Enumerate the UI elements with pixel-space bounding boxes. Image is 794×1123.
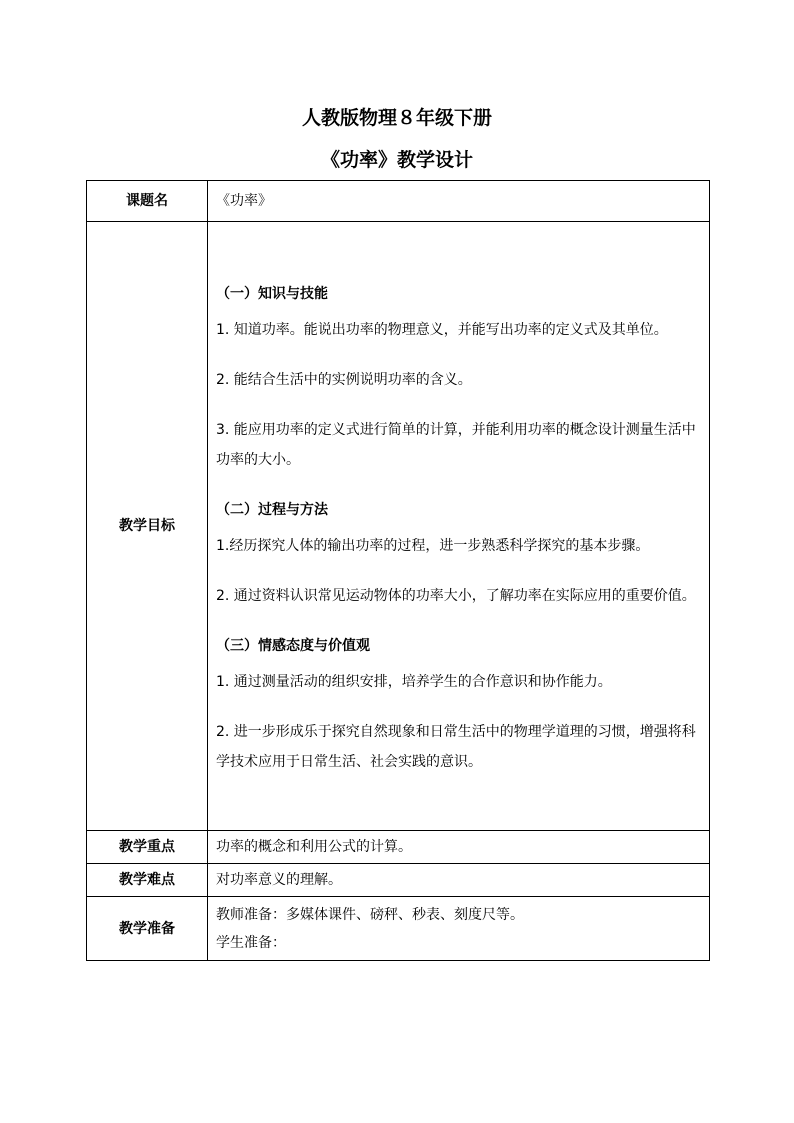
objectives-content — [208, 222, 710, 831]
key-points-value: 功率的概念和利用公式的计算。 — [208, 831, 710, 864]
difficulties-value: 对功率意义的理解。 — [208, 864, 710, 897]
table-row-objectives — [87, 222, 710, 831]
objectives-section-heading: （一）知识与技能 — [216, 286, 328, 302]
table-row-difficulties — [87, 864, 710, 897]
student-preparation: 学生准备： — [216, 934, 286, 951]
teacher-preparation: 教师准备：多媒体课件、磅秤、秒表、刻度尺等。 — [216, 906, 524, 923]
document-title: 人教版物理８年级下册 — [301, 107, 492, 129]
objective-item: 1. 通过测量活动的组织安排，培养学生的合作意识和协作能力。 — [216, 674, 612, 690]
preparation-label: 教学准备 — [87, 897, 208, 961]
preparation-content — [208, 897, 710, 961]
objective-item: 3. 能应用功率的定义式进行简单的计算，并能利用功率的概念设计测量生活中功率的大小。 — [216, 422, 696, 468]
key-points-label: 教学重点 — [87, 831, 208, 864]
objective-item: 2. 进一步形成乐于探究自然现象和日常生活中的物理学道理的习惯，增强将科学技术应用于日常生活、社会实践的意识。 — [216, 724, 696, 770]
objective-item: 2. 通过资料认识常见运动物体的功率大小，了解功率在实际应用的重要价值。 — [216, 588, 696, 604]
lesson-plan-table — [86, 180, 710, 961]
topic-label: 课题名 — [87, 181, 208, 222]
table-row-preparation — [87, 897, 710, 961]
table-row-key-points — [87, 831, 710, 864]
topic-value: 《功率》 — [208, 181, 710, 222]
objectives-label: 教学目标 — [87, 222, 208, 831]
objective-item: 1. 知道功率。能说出功率的物理意义，并能写出功率的定义式及其单位。 — [216, 322, 668, 338]
objective-item: 1.经历探究人体的输出功率的过程，进一步熟悉科学探究的基本步骤。 — [216, 538, 650, 554]
objective-item: 2. 能结合生活中的实例说明功率的含义。 — [216, 372, 472, 388]
table-row-topic — [87, 181, 710, 222]
objectives-section-heading: （二）过程与方法 — [216, 502, 328, 518]
difficulties-label: 教学难点 — [87, 864, 208, 897]
document-subtitle: 《功率》教学设计 — [320, 149, 473, 171]
objectives-section-heading: （三）情感态度与价值观 — [216, 638, 370, 654]
